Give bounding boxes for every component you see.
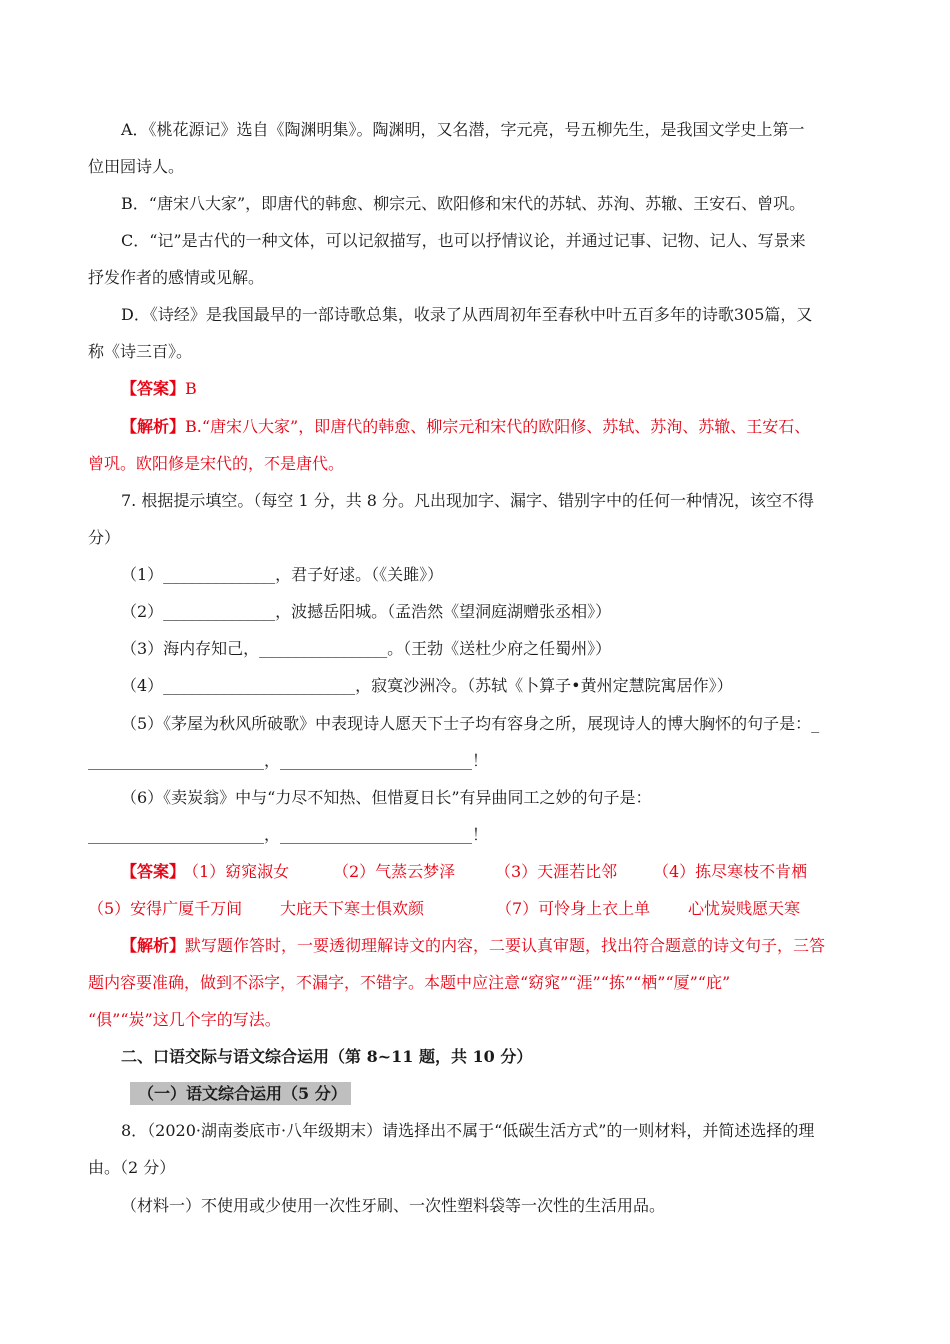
q7-analysis-line1: [121, 935, 825, 957]
option-b: B．“唐宋八大家”，即唐代的韩愈、柳宗元、欧阳修和宋代的苏轼、苏洵、苏辙、王安石、曾巩。: [121, 194, 806, 213]
q6-analysis-line1: [121, 416, 810, 438]
option-d-line1: D．《诗经》是我国最早的一部诗歌总集，收录了从西周初年至春秋中叶五百多年的诗歌305篇，又: [121, 305, 813, 324]
answer-5b: 大庇天下寒士俱欢颜: [280, 899, 425, 918]
option-c-line1: C．“记”是古代的一种文体，可以记叙描写，也可以抒情议论，并通过记事、记物、记人、写景来: [121, 231, 806, 250]
q7-analysis-line3: “俱”“炭”这几个字的写法。: [88, 1010, 281, 1029]
answer-tag: 【答案】: [121, 379, 186, 398]
answer-2: （2）气蒸云梦泽: [333, 862, 456, 881]
q7-answer-line1: [121, 861, 841, 883]
answer-7: （7）可怜身上衣上单: [496, 899, 651, 918]
q7-item-6-line2: ______________________，________________________！: [88, 825, 489, 844]
option-c-line2: 抒发作者的感情或见解。: [88, 268, 265, 287]
q6-answer: [121, 378, 197, 400]
answer-value: B: [185, 379, 197, 398]
option-a-line2: 位田园诗人。: [88, 157, 185, 176]
q7-analysis-line2: 题内容要准确，做到不添字，不漏字，不错字。本题中应注意“窈窕”“涯”“拣”“栖”“厦”“庇”: [88, 973, 731, 992]
answer-3: （3）天涯若比邻: [495, 862, 618, 881]
subsection-label: （一）语文综合运用（5 分）: [130, 1082, 351, 1105]
q7-stem-line2: 分）: [88, 528, 121, 547]
analysis-tag: 【解析】: [121, 417, 186, 436]
q7-item-2: （2）______________，波撼岳阳城。（孟浩然《望洞庭湖赠张丞相》）: [121, 602, 612, 621]
section-title: 二、口语交际与语文综合运用（第 8~11 题，共 10 分）: [121, 1047, 533, 1066]
analysis-text: B.“唐宋八大家”，即唐代的韩愈、柳宗元和宋代的欧阳修、苏轼、苏洵、苏辙、王安石、: [185, 417, 811, 436]
answer-1: （1）窈窕淑女: [183, 862, 290, 881]
q8-stem-line1: 8．（2020·湖南娄底市·八年级期末）请选择出不属于“低碳生活方式”的一则材料，并简述选择的理: [121, 1121, 815, 1140]
q6-analysis-line2: 曾巩。欧阳修是宋代的，不是唐代。: [88, 454, 345, 473]
answer-5: （5）安得广厦千万间: [88, 899, 243, 918]
answer-7b: 心忧炭贱愿天寒: [688, 899, 801, 918]
option-d-line2: 称《诗三百》。: [88, 342, 193, 361]
analysis-text: 默写题作答时，一要透彻理解诗文的内容，二要认真审题，找出符合题意的诗文句子，三答: [185, 936, 826, 955]
option-a-line1: A．《桃花源记》选自《陶渊明集》。陶渊明，又名潜，字元亮，号五柳先生，是我国文学史上第一: [121, 120, 805, 139]
q7-item-6-line1: （6）《卖炭翁》中与“力尽不知热、但惜夏日长”有异曲同工之妙的句子是：: [121, 788, 652, 807]
q8-stem-line2: 由。（2 分）: [88, 1158, 176, 1177]
subsection-title: [130, 1083, 351, 1105]
q7-item-4: （4）________________________，寂寞沙洲冷。（苏轼《卜算子•黄州定慧院寓居作》）: [121, 676, 733, 695]
q7-stem-line1: 7. 根据提示填空。（每空 1 分，共 8 分。凡出现加字、漏字、错别字中的任何一种情况，该空不得: [121, 491, 815, 510]
q8-material-1: （材料一）不使用或少使用一次性牙刷、一次性塑料袋等一次性的生活用品。: [121, 1196, 666, 1215]
q7-answer-line2: [88, 898, 848, 920]
q7-item-1: （1）______________，君子好逑。（《关雎》）: [121, 565, 444, 584]
q7-item-5-line1: （5）《茅屋为秋风所破歌》中表现诗人愿天下士子均有容身之所，展现诗人的博大胸怀的句子是：_: [121, 714, 820, 733]
q7-item-3: （3）海内存知己，________________。（王勃《送杜少府之任蜀州》）: [121, 639, 612, 658]
analysis-tag: 【解析】: [121, 936, 186, 955]
q7-item-5-line2: ______________________，________________________！: [88, 751, 489, 770]
answer-4: （4）拣尽寒枝不肯栖: [653, 862, 808, 881]
answer-tag: 【答案】: [121, 862, 186, 881]
